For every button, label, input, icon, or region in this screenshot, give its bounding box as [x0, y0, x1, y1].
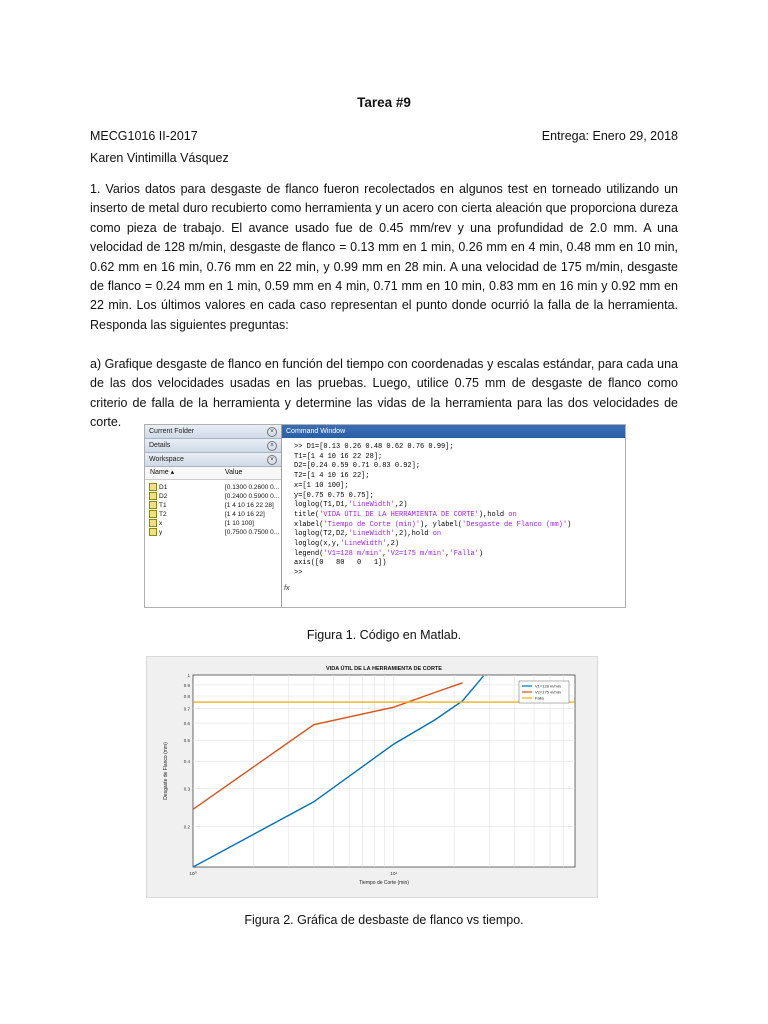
due-date: Entrega: Enero 29, 2018	[541, 129, 678, 143]
figure-2-caption: Figura 2. Gráfica de desbaste de flanco vs tiempo.	[244, 913, 524, 927]
code-line: D2=[0.24 0.59 0.71 0.83 0.92];	[294, 462, 421, 471]
matlab-left-panel	[145, 425, 282, 607]
variable-icon	[149, 483, 157, 491]
code-line: loglog(T2,D2,'LineWidth',2),hold on	[294, 530, 442, 539]
y-tick-label: 0.2	[183, 824, 190, 830]
variable-icon	[149, 492, 157, 500]
expand-icon[interactable]: ˄	[267, 441, 277, 451]
details-label: Details	[149, 442, 171, 449]
variable-name: y	[159, 529, 163, 536]
code-line: legend('V1=128 m/min','V2=175 m/min','Falla')	[294, 549, 484, 558]
y-tick-label: 0.9	[183, 682, 190, 688]
variable-name: T2	[159, 511, 167, 518]
author-name: Karen Vintimilla Vásquez	[90, 151, 229, 165]
y-tick-label: 0.4	[183, 759, 190, 765]
variable-name: D1	[159, 484, 168, 491]
y-tick-label: 0.7	[183, 706, 190, 712]
sort-ascending-icon: ▴	[170, 469, 175, 476]
command-window-code	[294, 443, 571, 579]
variable-value: [1 4 10 16 22]	[225, 511, 265, 518]
flank-wear-chart	[147, 657, 597, 897]
workspace-header	[145, 467, 281, 480]
workspace-row[interactable]	[145, 519, 281, 528]
code-line: T1=[1 4 10 16 22 28];	[294, 452, 383, 461]
variable-icon	[149, 501, 157, 509]
workspace-label: Workspace	[149, 456, 184, 463]
y-axis-label: Desgaste de Flanco (mm)	[163, 742, 169, 800]
chart-figure	[146, 656, 598, 898]
y-tick-label: 0.6	[183, 721, 190, 727]
variable-value: [0.1300 0.2600 0...	[225, 484, 280, 491]
fx-icon: fx	[284, 585, 290, 592]
x-tick-label: 10⁰	[189, 872, 197, 877]
y-tick-label: 1	[187, 673, 190, 678]
workspace-bar[interactable]	[145, 453, 281, 467]
x-tick-label: 10¹	[390, 872, 398, 877]
matlab-screenshot	[144, 424, 626, 608]
code-line: T2=[1 4 10 16 22];	[294, 472, 370, 481]
doc-title: Tarea #9	[357, 95, 411, 110]
details-bar[interactable]	[145, 439, 281, 453]
code-line: y=[0.75 0.75 0.75];	[294, 491, 374, 500]
command-window[interactable]	[282, 439, 625, 607]
x-axis-label: Tiempo de Corte (min)	[359, 880, 409, 886]
variable-value: [1 4 10 16 22 28]	[225, 502, 274, 509]
value-column-header[interactable]: Value	[225, 469, 243, 476]
code-line: title('VIDA ÚTIL DE LA HERRAMIENTA DE CORTE'),hold on	[294, 510, 517, 519]
workspace-row[interactable]	[145, 528, 281, 537]
y-tick-label: 0.5	[183, 738, 190, 744]
course-code: MECG1016 II-2017	[90, 129, 198, 143]
variable-value: [0.7500 0.7500 0...	[225, 529, 280, 536]
chart-title: VIDA ÚTIL DE LA HERRAMIENTA DE CORTE	[326, 666, 442, 672]
legend-entry: Falla	[535, 695, 544, 701]
variable-name: T1	[159, 502, 167, 509]
legend-entry: V1=128 m/min	[535, 683, 561, 689]
code-line: >> D1=[0.13 0.26 0.48 0.62 0.76 0.99];	[294, 443, 454, 451]
question-a: a) Grafique desgaste de flanco en función del tiempo con coordenadas y escalas estándar, para cada una de las dos velocidades usadas en las pruebas. Luego, utilice 0.75 mm de desgaste de flanco como criterio de falla de la herramienta y determine las vidas de la herramienta para las dos velocidades de corte.	[90, 357, 678, 430]
code-line: x=[1 10 100];	[294, 481, 349, 490]
variable-name: D2	[159, 493, 168, 500]
variable-value: [0.2400 0.5900 0...	[225, 493, 280, 500]
problem-statement: 1. Varios datos para desgaste de flanco fueron recolectados en algunos test en torneado utilizando un inserto de metal duro recubierto como herramienta y un acero con cierta aleación que proporciona dureza como pieza de trabajo. El avance usado fue de 0.45 mm/rev y una profundidad de 2.0 mm. A una velocidad de 128 m/min, desgaste de flanco = 0.13 mm en 1 min, 0.26 mm en 4 min, 0.48 mm en 10 min, 0.62 mm en 16 min, 0.76 mm en 22 min, y 0.99 mm en 28 min. A una velocidad de 175 m/min, desgaste de flanco = 0.24 mm en 1 min, 0.59 mm en 4 min, 0.71 mm en 10 min, 0.83 mm en 16 min y 0.92 mm en 22 min. Los últimos valores en cada caso representan el punto donde ocurrió la falla de la herramienta. Responda las siguientes preguntas:	[90, 182, 678, 332]
legend-entry: V2=175 m/min	[535, 689, 561, 695]
y-tick-label: 0.3	[183, 786, 190, 792]
workspace-rows	[145, 483, 281, 537]
code-line: axis([0 80 0 1])	[294, 559, 387, 568]
current-folder-label: Current Folder	[149, 428, 195, 435]
command-window-bar: Command Window	[282, 425, 625, 438]
code-line: xlabel('Tiempo de Corte (min)'), ylabel('Desgaste de Flanco (mm)')	[294, 520, 572, 529]
code-line: >>	[294, 569, 303, 578]
plot-area	[193, 675, 575, 867]
workspace-row[interactable]	[145, 483, 281, 492]
current-folder-bar[interactable]	[145, 425, 281, 439]
workspace-row[interactable]	[145, 492, 281, 501]
code-line: loglog(x,y,'LineWidth',2)	[294, 540, 400, 549]
variable-icon	[149, 528, 157, 536]
workspace-table	[145, 467, 281, 607]
workspace-row[interactable]	[145, 501, 281, 510]
variable-name: x	[159, 520, 163, 527]
collapse-icon[interactable]: ˅	[267, 427, 277, 437]
variable-icon	[149, 510, 157, 518]
y-tick-label: 0.8	[183, 693, 190, 699]
variable-icon	[149, 519, 157, 527]
variable-value: [1 10 100]	[225, 520, 254, 527]
name-column-header[interactable]: Name ▴	[150, 469, 175, 476]
collapse-icon[interactable]: ˅	[267, 455, 277, 465]
figure-1-caption: Figura 1. Código en Matlab.	[306, 628, 462, 642]
code-line: loglog(T1,D1,'LineWidth',2)	[294, 501, 408, 510]
workspace-row[interactable]	[145, 510, 281, 519]
